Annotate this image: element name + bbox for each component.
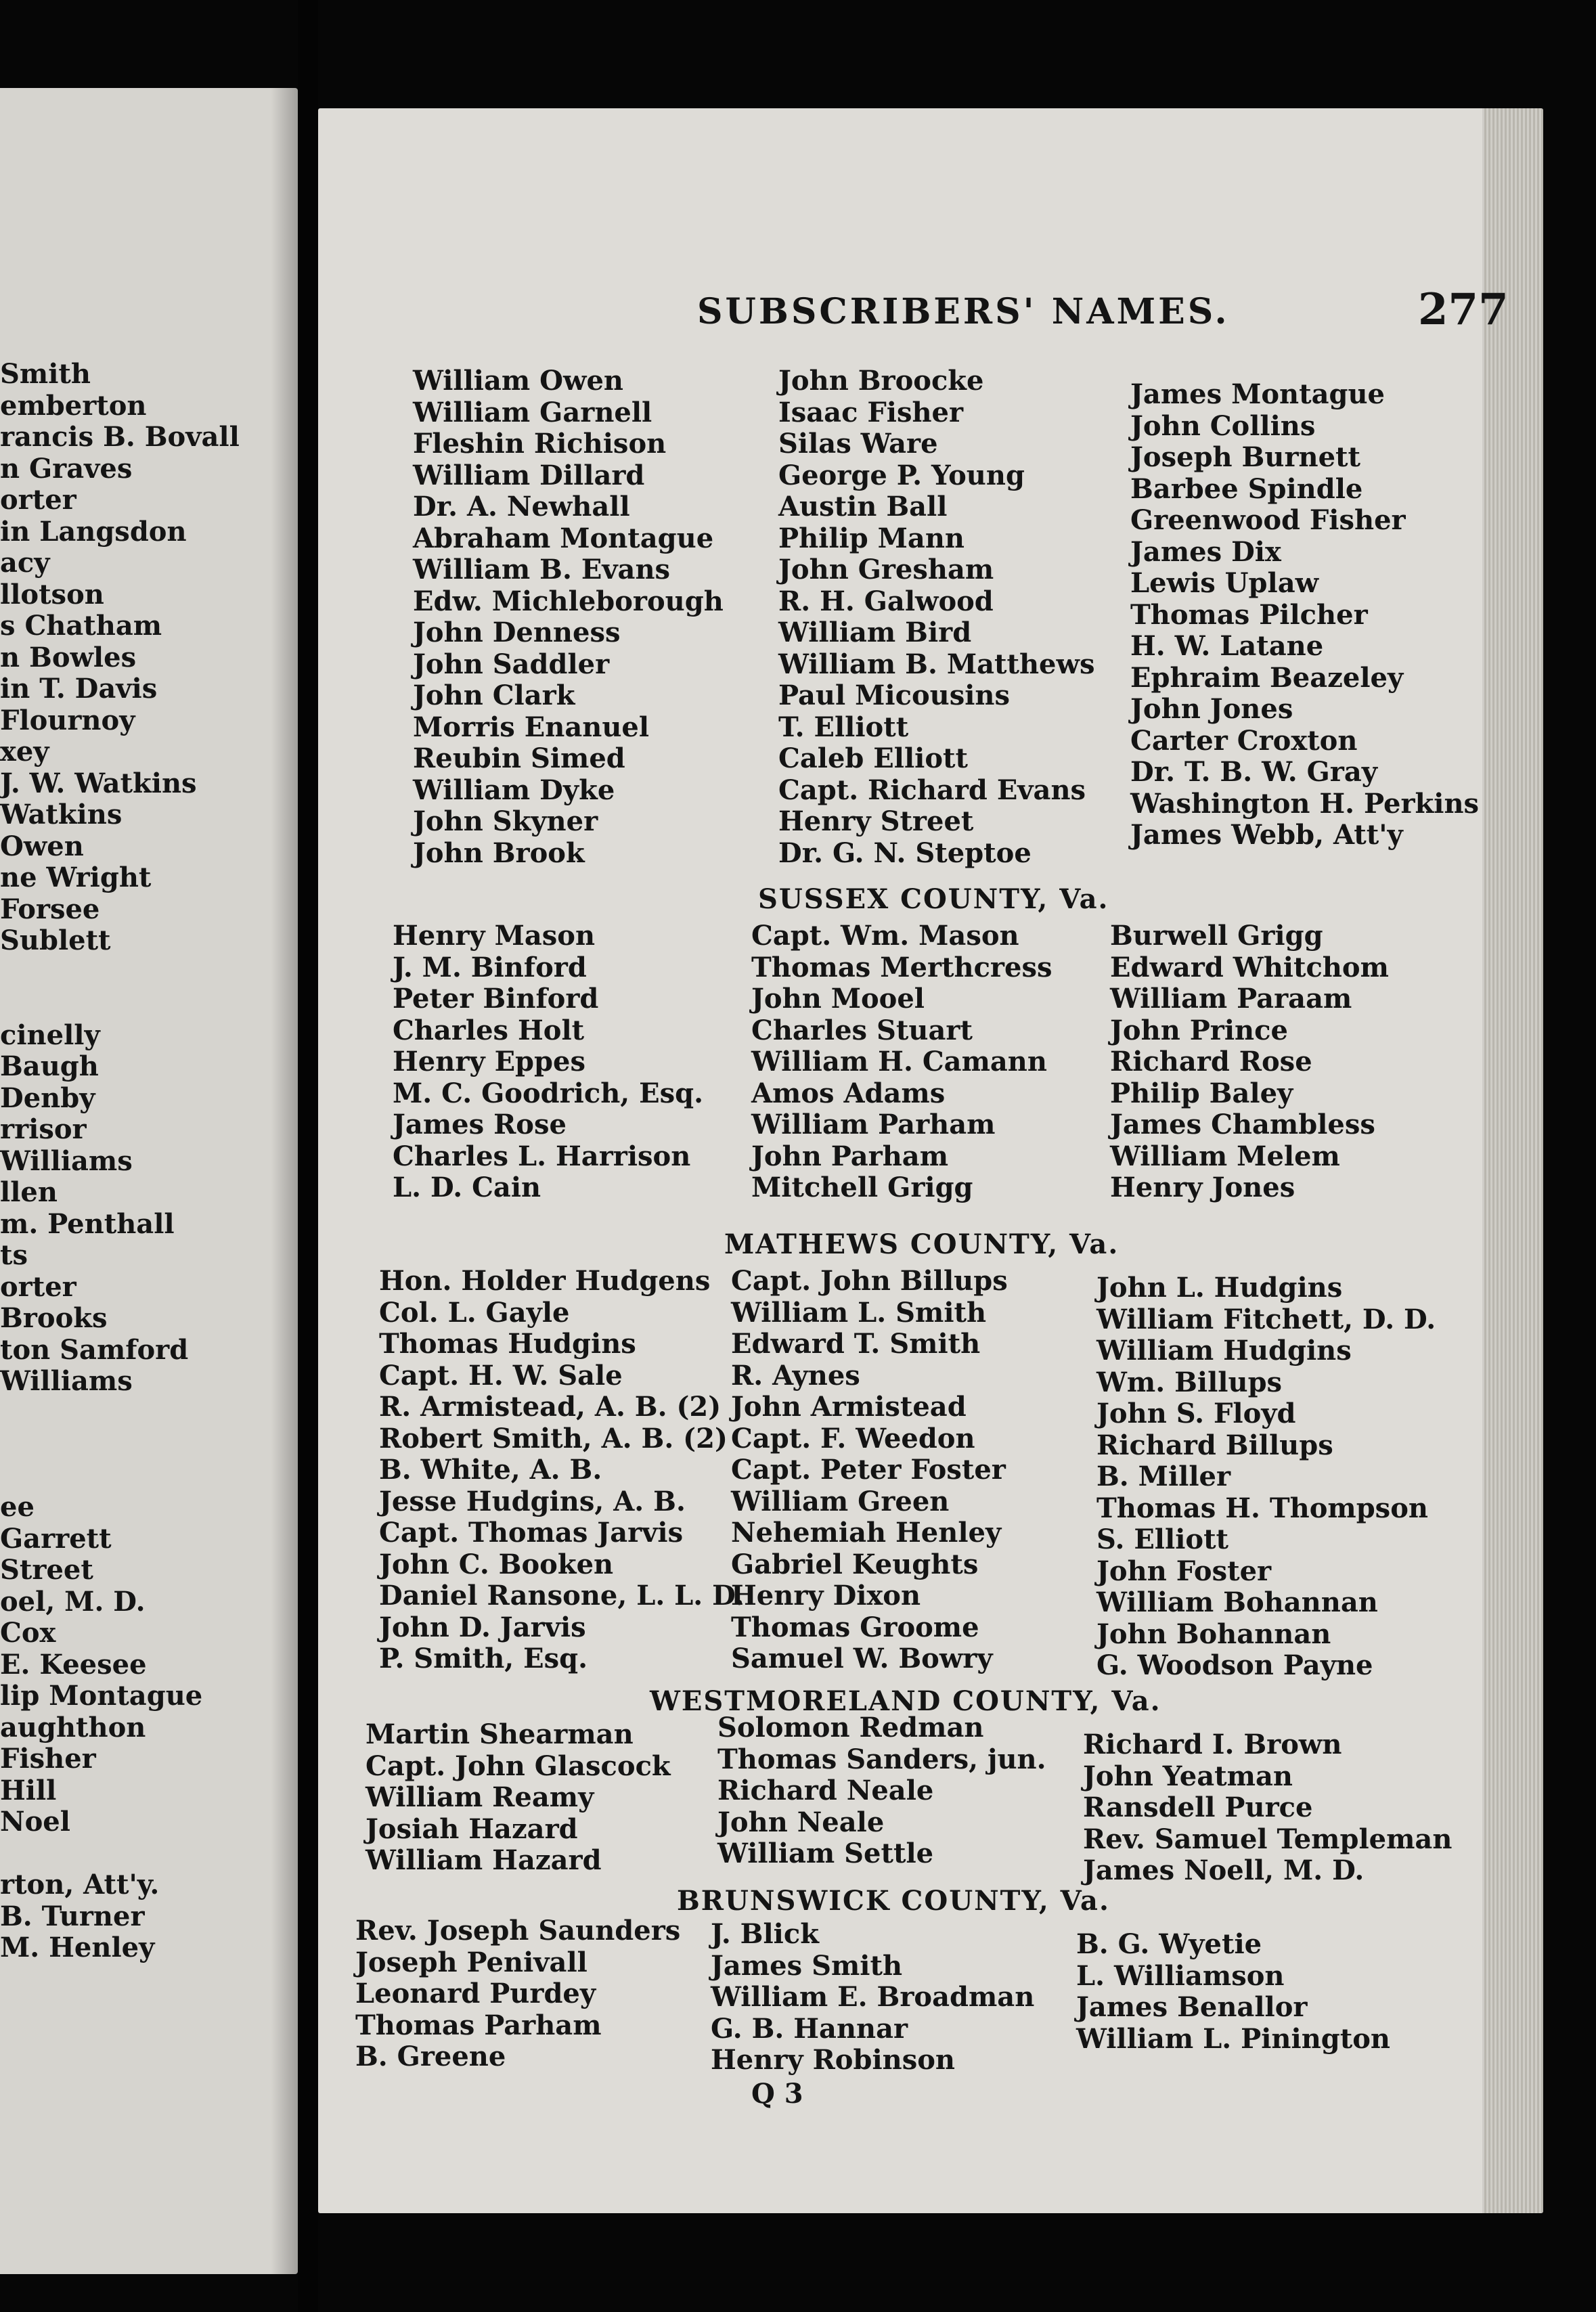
subscriber-name: Thomas Sanders, jun. xyxy=(717,1743,1046,1775)
subscriber-name: Reubin Simed xyxy=(413,742,625,774)
subscriber-name: James Montague xyxy=(1130,378,1385,410)
left-name-fragment: in Langsdon xyxy=(0,515,187,548)
subscriber-name: Henry Mason xyxy=(393,920,596,952)
subscriber-name: Samuel W. Bowry xyxy=(731,1643,993,1674)
subscriber-name: J. M. Binford xyxy=(393,951,587,983)
page-edge xyxy=(1482,108,1543,2213)
subscriber-name: Richard I. Brown xyxy=(1083,1729,1342,1760)
left-name-fragment: m. Penthall xyxy=(0,1207,175,1240)
subscriber-name: Capt. John Glascock xyxy=(365,1750,671,1782)
subscriber-name: William Bohannan xyxy=(1096,1586,1378,1618)
subscriber-name: James Noell, M. D. xyxy=(1083,1854,1365,1886)
left-name-fragment: Street xyxy=(0,1554,93,1586)
left-name-fragment: rton, Att'y. xyxy=(0,1869,160,1900)
subscriber-name: Capt. F. Weedon xyxy=(731,1422,975,1454)
subscriber-name: John Foster xyxy=(1096,1555,1272,1587)
subscriber-name: James Smith xyxy=(711,1949,903,1982)
left-name-fragment: aughthon xyxy=(0,1711,146,1743)
left-name-fragment: s Chatham xyxy=(0,610,162,642)
subscriber-name: Ephraim Beazeley xyxy=(1130,661,1404,694)
subscriber-name: T. Elliott xyxy=(778,711,909,743)
subscriber-name: James Dix xyxy=(1130,535,1281,568)
subscriber-name: William Hudgins xyxy=(1096,1335,1352,1366)
county-heading: SUSSEX COUNTY, Va. xyxy=(758,883,1109,915)
county-heading: MATHEWS COUNTY, Va. xyxy=(724,1228,1120,1260)
left-name-fragment: ee xyxy=(0,1491,35,1523)
left-name-fragment: Brooks xyxy=(0,1302,108,1334)
subscriber-name: Richard Rose xyxy=(1110,1046,1312,1077)
name-column xyxy=(751,920,1052,1204)
subscriber-name: Solomon Redman xyxy=(717,1712,984,1743)
subscriber-name: L. D. Cain xyxy=(393,1172,541,1203)
name-column xyxy=(1110,920,1389,1204)
subscriber-name: Silas Ware xyxy=(778,428,938,460)
left-name-fragment: Noel xyxy=(0,1806,70,1838)
subscriber-name: John Prince xyxy=(1110,1014,1288,1046)
subscriber-name: John Broocke xyxy=(778,365,984,397)
left-name-fragment: xey xyxy=(0,736,49,768)
subscriber-name: John Armistead xyxy=(731,1391,967,1423)
left-name-fragment: llen xyxy=(0,1176,58,1208)
subscriber-name: William L. Smith xyxy=(731,1296,987,1329)
subscriber-name: Greenwood Fisher xyxy=(1130,504,1406,536)
subscriber-name: James Rose xyxy=(393,1109,567,1140)
subscriber-name: Fleshin Richison xyxy=(413,428,667,460)
subscriber-name: Hon. Holder Hudgens xyxy=(379,1265,711,1297)
subscriber-name: B. Greene xyxy=(355,2041,506,2072)
subscriber-name: William Dillard xyxy=(413,459,645,491)
subscriber-name: Thomas Parham xyxy=(355,2009,602,2041)
subscriber-name: Edw. Michleborough xyxy=(413,585,724,617)
subscriber-name: P. Smith, Esq. xyxy=(379,1643,588,1674)
subscriber-name: William H. Camann xyxy=(751,1046,1047,1077)
subscriber-name: Charles L. Harrison xyxy=(393,1140,691,1172)
subscriber-name: William Settle xyxy=(717,1838,934,1869)
subscriber-name: Thomas Merthcress xyxy=(751,951,1052,983)
subscriber-name: William Paraam xyxy=(1110,983,1352,1015)
subscriber-name: Henry Dixon xyxy=(731,1580,921,1611)
subscriber-name: William Reamy xyxy=(365,1781,594,1813)
subscriber-name: Mitchell Grigg xyxy=(751,1172,973,1203)
left-name-fragment: Cox xyxy=(0,1617,56,1649)
name-column xyxy=(717,1712,1046,1870)
subscriber-name: Paul Micousins xyxy=(778,680,1011,711)
subscriber-name: Austin Ball xyxy=(778,491,948,523)
subscriber-name: Morris Enanuel xyxy=(413,711,650,743)
subscriber-name: William Owen xyxy=(413,365,623,397)
subscriber-name: Dr. G. N. Steptoe xyxy=(778,837,1032,869)
subscriber-name: William Fitchett, D. D. xyxy=(1096,1303,1436,1335)
name-column xyxy=(355,1915,680,2073)
subscriber-name: John S. Floyd xyxy=(1096,1398,1296,1429)
subscriber-name: Capt. Peter Foster xyxy=(731,1454,1006,1486)
left-name-fragment: ton Samford xyxy=(0,1333,189,1366)
page-number: 277 xyxy=(1418,284,1509,335)
subscriber-name: M. C. Goodrich, Esq. xyxy=(393,1077,704,1109)
subscriber-name: Capt. Richard Evans xyxy=(778,774,1086,806)
subscriber-name: Daniel Ransone, L. L. D. xyxy=(379,1580,745,1611)
subscriber-name: John Brook xyxy=(413,837,585,869)
subscriber-name: Carter Croxton xyxy=(1130,724,1358,757)
left-name-fragment: ne Wright xyxy=(0,862,152,893)
subscriber-name: Philip Baley xyxy=(1110,1077,1293,1109)
name-column xyxy=(379,1266,744,1675)
name-column xyxy=(393,920,703,1204)
subscriber-name: John Bohannan xyxy=(1096,1618,1331,1650)
subscriber-name: Robert Smith, A. B. (2) xyxy=(379,1422,728,1454)
left-name-fragment: Baugh xyxy=(0,1050,99,1082)
subscriber-name: Capt. Wm. Mason xyxy=(751,920,1019,952)
signature-mark: Q 3 xyxy=(751,2078,803,2110)
subscriber-name: John Denness xyxy=(413,617,621,648)
name-column xyxy=(413,365,724,869)
subscriber-name: Charles Stuart xyxy=(751,1014,973,1046)
county-heading: WESTMORELAND COUNTY, Va. xyxy=(650,1685,1161,1717)
left-name-fragment: oel, M. D. xyxy=(0,1585,146,1618)
name-column xyxy=(711,1919,1034,2076)
subscriber-name: Josiah Hazard xyxy=(365,1813,578,1845)
subscriber-name: George P. Young xyxy=(778,459,1025,491)
left-name-fragment: B. Turner xyxy=(0,1900,145,1932)
left-name-fragment: E. Keesee xyxy=(0,1648,147,1681)
left-name-fragment: cinelly xyxy=(0,1019,100,1051)
subscriber-name: John Yeatman xyxy=(1083,1760,1293,1792)
subscriber-name: B. Miller xyxy=(1096,1461,1231,1492)
subscriber-name: James Chambless xyxy=(1110,1109,1375,1140)
subscriber-name: Henry Eppes xyxy=(393,1046,585,1077)
subscriber-name: William Parham xyxy=(751,1109,996,1140)
left-name-fragment: n Bowles xyxy=(0,641,137,673)
subscriber-name: Thomas Groome xyxy=(731,1611,979,1643)
subscriber-name: William Bird xyxy=(778,617,972,648)
subscriber-name: William E. Broadman xyxy=(711,1981,1035,2013)
subscriber-name: John Gresham xyxy=(778,554,994,585)
subscriber-name: Rev. Joseph Saunders xyxy=(355,1915,681,1947)
subscriber-name: Joseph Penivall xyxy=(355,1946,588,1978)
subscriber-name: Martin Shearman xyxy=(365,1718,634,1750)
subscriber-name: John Jones xyxy=(1130,693,1293,725)
subscriber-name: Philip Mann xyxy=(778,522,965,554)
subscriber-name: Richard Billups xyxy=(1096,1429,1333,1461)
left-name-fragment: orter xyxy=(0,1270,76,1303)
left-name-fragment: Fisher xyxy=(0,1743,96,1775)
left-name-fragment: Williams xyxy=(0,1365,133,1397)
name-column xyxy=(1130,379,1479,851)
left-name-fragment: emberton xyxy=(0,389,147,422)
subscriber-name: Richard Neale xyxy=(717,1775,934,1806)
subscriber-name: Barbee Spindle xyxy=(1130,472,1363,505)
left-name-fragment: Smith xyxy=(0,358,91,390)
subscriber-name: Ransdell Purce xyxy=(1083,1792,1313,1823)
left-name-fragment: orter xyxy=(0,484,76,516)
subscriber-name: Washington H. Perkins xyxy=(1130,787,1480,820)
subscriber-name: William B. Evans xyxy=(413,554,671,585)
left-name-fragment: rancis B. Bovall xyxy=(0,421,240,453)
running-head: SUBSCRIBERS' NAMES. xyxy=(697,291,1230,332)
subscriber-name: William Hazard xyxy=(365,1844,602,1876)
subscriber-name: John Mooel xyxy=(751,983,925,1015)
left-name-fragment: Watkins xyxy=(0,799,123,830)
subscriber-name: Leonard Purdey xyxy=(355,1978,596,2009)
subscriber-name: Thomas Pilcher xyxy=(1130,598,1368,631)
subscriber-name: James Webb, Att'y xyxy=(1130,819,1403,851)
subscriber-name: Nehemiah Henley xyxy=(731,1517,1002,1549)
subscriber-name: William Dyke xyxy=(413,774,615,806)
subscriber-name: Thomas Hudgins xyxy=(379,1328,636,1360)
left-name-fragment: M. Henley xyxy=(0,1932,155,1963)
subscriber-name: L. Williamson xyxy=(1076,1959,1285,1992)
left-name-fragment: Flournoy xyxy=(0,704,135,736)
subscriber-name: R. H. Galwood xyxy=(778,585,994,617)
subscriber-name: Capt. Thomas Jarvis xyxy=(379,1517,684,1549)
subscriber-name: Amos Adams xyxy=(751,1077,946,1109)
subscriber-name: Henry Robinson xyxy=(711,2044,956,2076)
subscriber-name: S. Elliott xyxy=(1096,1524,1229,1555)
subscriber-name: William Melem xyxy=(1110,1140,1340,1172)
right-page xyxy=(318,108,1543,2213)
subscriber-name: Henry Jones xyxy=(1110,1172,1295,1203)
name-column xyxy=(731,1266,1008,1675)
subscriber-name: Dr. A. Newhall xyxy=(413,491,630,523)
subscriber-name: James Benallor xyxy=(1076,1991,1308,2023)
subscriber-name: B. White, A. B. xyxy=(379,1454,602,1486)
subscriber-name: R. Armistead, A. B. (2) xyxy=(379,1391,722,1423)
left-name-fragment: llotson xyxy=(0,578,104,610)
subscriber-name: G. B. Hannar xyxy=(711,2012,908,2045)
page-header xyxy=(318,284,1543,345)
subscriber-name: Lewis Uplaw xyxy=(1130,567,1319,599)
subscriber-name: Charles Holt xyxy=(393,1014,585,1046)
left-name-fragment: rrisor xyxy=(0,1113,87,1145)
left-name-fragment: n Graves xyxy=(0,452,133,485)
subscriber-name: Gabriel Keughts xyxy=(731,1548,979,1580)
subscriber-name: B. G. Wyetie xyxy=(1076,1928,1262,1960)
name-column xyxy=(1083,1729,1452,1887)
subscriber-name: John D. Jarvis xyxy=(379,1611,586,1643)
subscriber-name: Capt. H. W. Sale xyxy=(379,1359,623,1392)
county-heading: BRUNSWICK COUNTY, Va. xyxy=(677,1885,1110,1917)
subscriber-name: William B. Matthews xyxy=(778,648,1095,680)
subscriber-name: William L. Pinington xyxy=(1076,2022,1390,2055)
subscriber-name: Capt. John Billups xyxy=(731,1265,1008,1297)
subscriber-name: William Green xyxy=(731,1485,950,1517)
subscriber-name: Col. L. Gayle xyxy=(379,1296,570,1329)
left-name-fragment: J. W. Watkins xyxy=(0,767,197,799)
left-name-fragment: Owen xyxy=(0,830,84,862)
subscriber-name: John L. Hudgins xyxy=(1096,1272,1343,1304)
subscriber-name: Edward Whitchom xyxy=(1110,951,1389,983)
subscriber-name: John Clark xyxy=(413,680,575,711)
subscriber-name: Thomas H. Thompson xyxy=(1096,1492,1428,1524)
subscriber-name: G. Woodson Payne xyxy=(1096,1649,1373,1681)
subscriber-name: Peter Binford xyxy=(393,983,599,1015)
subscriber-name: Henry Street xyxy=(778,805,974,837)
left-page xyxy=(0,88,298,2274)
subscriber-name: John Saddler xyxy=(413,648,610,680)
book-gutter xyxy=(298,0,318,2312)
subscriber-name: John Neale xyxy=(717,1806,885,1838)
left-name-fragment: acy xyxy=(0,547,50,579)
subscriber-name: R. Aynes xyxy=(731,1359,860,1392)
left-name-fragment: ts xyxy=(0,1239,28,1271)
name-column xyxy=(365,1719,671,1877)
subscriber-name: Rev. Samuel Templeman xyxy=(1083,1823,1453,1855)
subscriber-name: Caleb Elliott xyxy=(778,742,968,774)
left-name-fragment: in T. Davis xyxy=(0,673,158,705)
name-column xyxy=(1096,1272,1436,1682)
subscriber-name: William Garnell xyxy=(413,396,652,428)
subscriber-name: Jesse Hudgins, A. B. xyxy=(379,1485,686,1517)
left-name-fragment: lip Montague xyxy=(0,1680,203,1712)
subscriber-name: Edward T. Smith xyxy=(731,1328,981,1360)
subscriber-name: Burwell Grigg xyxy=(1110,920,1323,952)
subscriber-name: Joseph Burnett xyxy=(1130,441,1360,473)
subscriber-name: Dr. T. B. W. Gray xyxy=(1130,756,1377,788)
subscriber-name: John Skyner xyxy=(413,805,598,837)
subscriber-name: Abraham Montague xyxy=(413,522,714,554)
subscriber-name: Isaac Fisher xyxy=(778,396,964,428)
subscriber-name: H. W. Latane xyxy=(1130,630,1324,662)
name-column xyxy=(1076,1929,1390,2055)
left-name-fragment: Forsee xyxy=(0,893,100,925)
left-name-fragment: Sublett xyxy=(0,925,111,956)
left-name-fragment: Garrett xyxy=(0,1522,112,1555)
subscriber-name: Wm. Billups xyxy=(1096,1366,1283,1398)
left-name-fragment: Denby xyxy=(0,1082,95,1114)
subscriber-name: J. Blick xyxy=(711,1918,819,1950)
subscriber-name: John Parham xyxy=(751,1140,949,1172)
left-name-fragment: Williams xyxy=(0,1144,133,1177)
left-name-fragment: Hill xyxy=(0,1774,57,1806)
subscriber-name: John Collins xyxy=(1130,409,1316,442)
name-column xyxy=(778,365,1094,869)
subscriber-name: John C. Booken xyxy=(379,1548,614,1580)
